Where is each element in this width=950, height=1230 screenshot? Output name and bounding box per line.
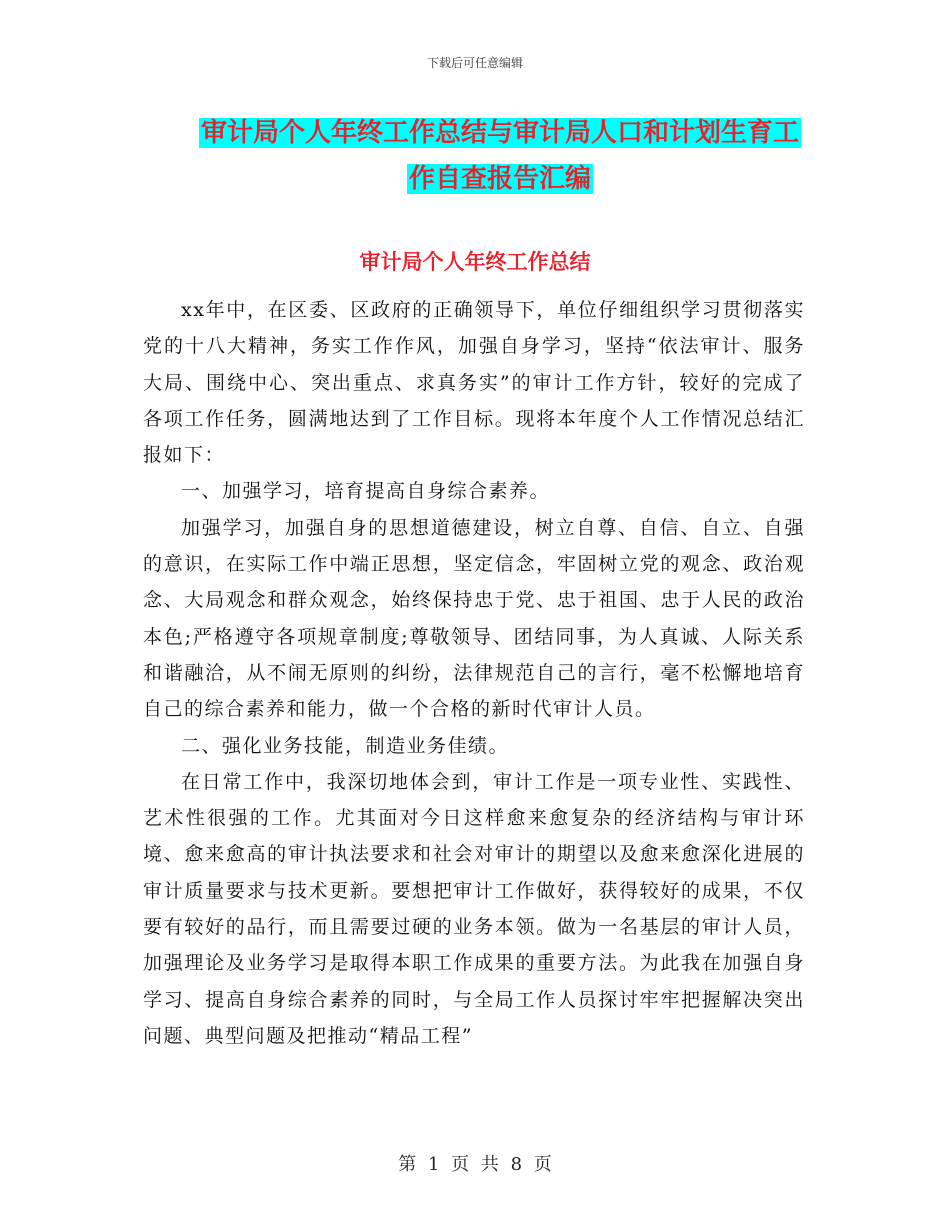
header-note: 下载后可任意编辑 bbox=[426, 56, 523, 70]
document-title-line-1: 审计局个人年终工作总结与审计局人口和计划生育工 bbox=[200, 118, 799, 148]
paragraph-heading: 一、加强学习，培育提高自身综合素养。 bbox=[181, 480, 551, 503]
section-title: 审计局个人年终工作总结 bbox=[359, 250, 591, 274]
paragraph: 加强学习，加强自身的思想道德建设，树立自尊、自信、自立、自强的意识，在实际工作中端正思想，坚定信念，牢固树立党的观念、政治观念、大局观念和群众观念，始终保持忠于党、忠于祖国、忠于人民的政治本色;严格遵守各项规章制度;尊敬领导、团结同事，为人真诚、人际关系和谐融洽，从不闹无原则的纠纷，法律规范自己的言行，毫不松懈地培育自己的综合素养和能力，做一个合格的新时代审计人员。 bbox=[143, 516, 805, 721]
page-number: 第 1 页 共 8 页 bbox=[398, 1154, 552, 1175]
paragraph: xx年中，在区委、区政府的正确领导下，单位仔细组织学习贯彻落实党的十八大精神，务实工作作风，加强自身学习，坚持“依法审计、服务大局、围绕中心、突出重点、求真务实”的审计工作方针，较好的完成了各项工作任务，圆满地达到了工作目标。现将本年度个人工作情况总结汇报如下： bbox=[143, 299, 805, 467]
document-title-line-2: 作自查报告汇编 bbox=[408, 164, 591, 194]
document-title bbox=[150, 110, 850, 202]
document-body bbox=[143, 292, 805, 1054]
paragraph: 在日常工作中，我深切地体会到，审计工作是一项专业性、实践性、艺术性很强的工作。尤其面对今日这样愈来愈复杂的经济结构与审计环境、愈来愈高的审计执法要求和社会对审计的期望以及愈来愈深化进展的审计质量要求与技术更新。要想把审计工作做好，获得较好的成果，不仅要有较好的品行，而且需要过硬的业务本领。做为一名基层的审计人员，加强理论及业务学习是取得本职工作成果的重要方法。为此我在加强自身学习、提高自身综合素养的同时，与全局工作人员探讨牢牢把握解决突出问题、典型问题及把推动“精品工程” bbox=[143, 770, 805, 1047]
paragraph-heading: 二、强化业务技能，制造业务佳绩。 bbox=[181, 734, 510, 757]
